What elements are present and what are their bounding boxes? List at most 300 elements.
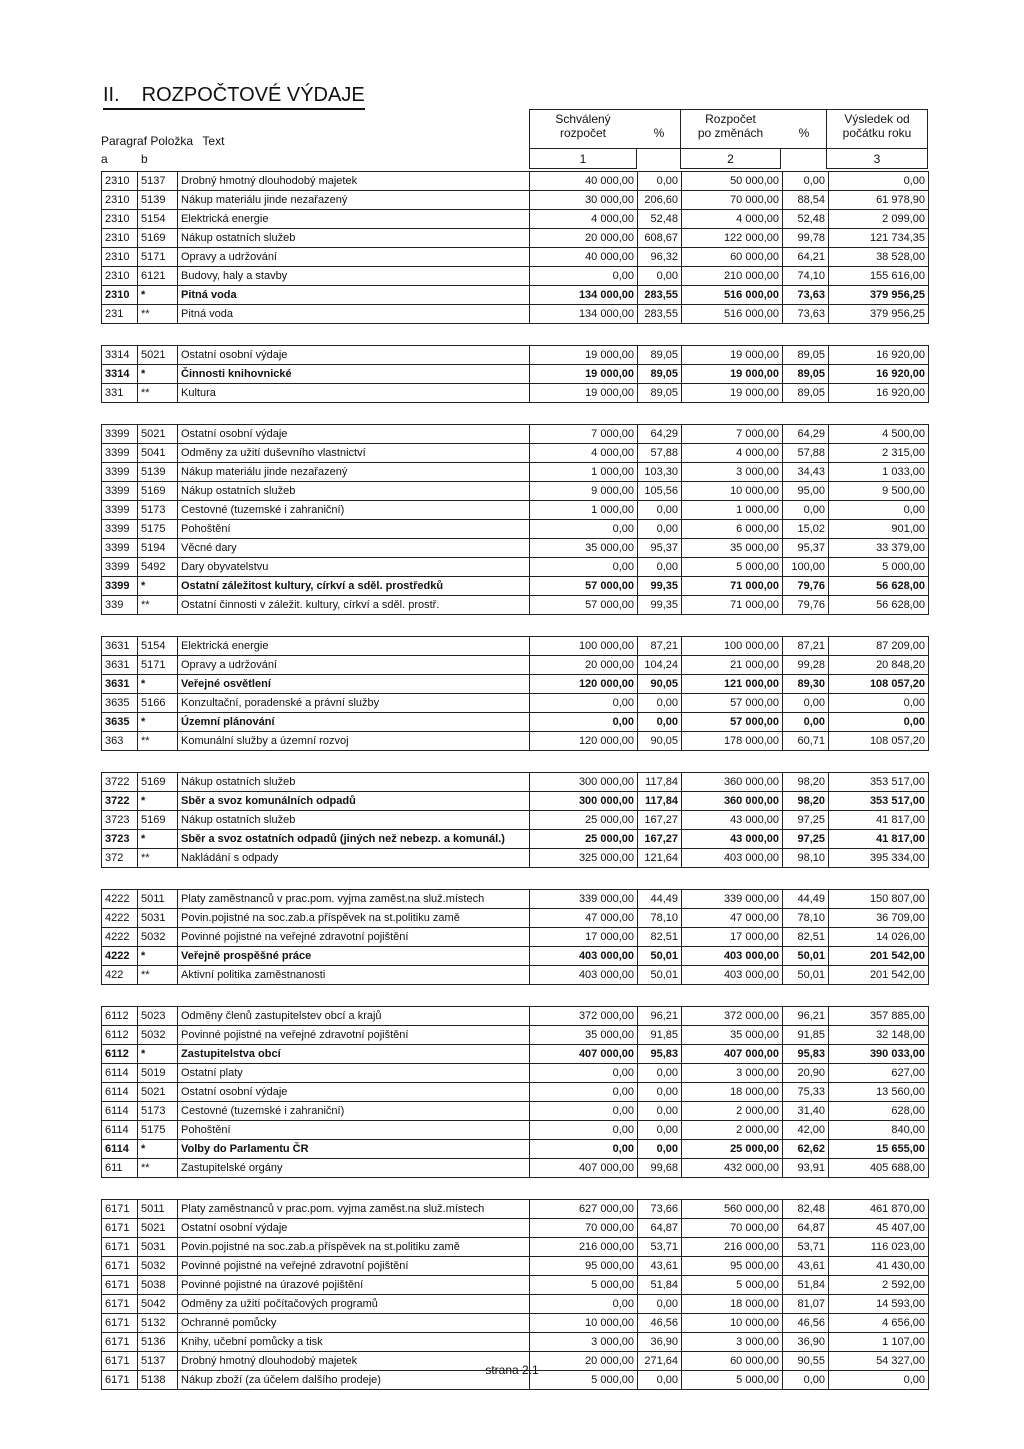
percent-2-cell: 91,85 [783, 1026, 829, 1045]
percent-1-cell: 95,83 [638, 1045, 682, 1064]
budget-after-changes-cell: 10 000,00 [682, 482, 783, 501]
header-col-3: 3 [873, 152, 881, 166]
table-row [102, 928, 929, 947]
polozka-cell: * [138, 286, 178, 305]
text-cell: Budovy, haly a stavby [178, 267, 530, 286]
polozka-cell: 5021 [138, 1083, 178, 1102]
budget-after-changes-cell: 47 000,00 [682, 909, 783, 928]
polozka-cell: 5137 [138, 1352, 178, 1371]
percent-2-cell: 34,43 [783, 463, 829, 482]
table-row [102, 713, 929, 732]
polozka-cell: 5139 [138, 191, 178, 210]
paragraf-cell: 2310 [102, 229, 138, 248]
result-cell: 1 033,00 [829, 463, 929, 482]
header-paragraf: Paragraf [101, 134, 148, 148]
result-cell: 5 000,00 [829, 558, 929, 577]
percent-2-cell: 78,10 [783, 909, 829, 928]
approved-budget-cell: 5 000,00 [530, 1371, 638, 1390]
percent-1-cell: 271,64 [638, 1352, 682, 1371]
percent-2-cell: 20,90 [783, 1064, 829, 1083]
percent-1-cell: 52,48 [638, 210, 682, 229]
polozka-cell: 5021 [138, 425, 178, 444]
paragraf-cell: 3399 [102, 482, 138, 501]
percent-1-cell: 283,55 [638, 286, 682, 305]
polozka-cell: * [138, 675, 178, 694]
result-cell: 36 709,00 [829, 909, 929, 928]
table-row [102, 1219, 929, 1238]
approved-budget-cell: 134 000,00 [530, 286, 638, 305]
text-cell: Nákup ostatních služeb [178, 811, 530, 830]
text-cell: Cestovné (tuzemské i zahraniční) [178, 501, 530, 520]
table-row [102, 1238, 929, 1257]
percent-2-cell: 82,48 [783, 1200, 829, 1219]
percent-2-cell: 81,07 [783, 1295, 829, 1314]
percent-2-cell: 82,51 [783, 928, 829, 947]
budget-after-changes-cell: 360 000,00 [682, 773, 783, 792]
percent-2-cell: 0,00 [783, 1371, 829, 1390]
paragraf-cell: 2310 [102, 172, 138, 191]
percent-1-cell: 78,10 [638, 909, 682, 928]
result-cell: 2 315,00 [829, 444, 929, 463]
header-col-2: 2 [727, 152, 734, 166]
text-cell: Ostatní činnosti v záležit. kultury, církví a sděl. prostř. [178, 596, 530, 615]
budget-after-changes-cell: 19 000,00 [682, 346, 783, 365]
text-cell: Ostatní osobní výdaje [178, 425, 530, 444]
table-row [102, 248, 929, 267]
percent-2-cell: 0,00 [783, 713, 829, 732]
text-cell: Elektrická energie [178, 210, 530, 229]
text-cell: Věcné dary [178, 539, 530, 558]
percent-2-cell: 31,40 [783, 1102, 829, 1121]
section-number: II. [103, 84, 120, 106]
text-cell: Činnosti knihovnické [178, 365, 530, 384]
table-row [102, 637, 929, 656]
budget-after-changes-cell: 100 000,00 [682, 637, 783, 656]
approved-budget-cell: 10 000,00 [530, 1314, 638, 1333]
percent-1-cell: 167,27 [638, 811, 682, 830]
table-row [102, 501, 929, 520]
text-cell: Opravy a udržování [178, 656, 530, 675]
approved-budget-cell: 0,00 [530, 558, 638, 577]
percent-2-cell: 36,90 [783, 1333, 829, 1352]
percent-2-cell: 52,48 [783, 210, 829, 229]
percent-1-cell: 0,00 [638, 1064, 682, 1083]
polozka-cell: 5019 [138, 1064, 178, 1083]
polozka-cell: ** [138, 1159, 178, 1178]
percent-1-cell: 0,00 [638, 558, 682, 577]
budget-after-changes-cell: 71 000,00 [682, 577, 783, 596]
text-cell: Ostatní platy [178, 1064, 530, 1083]
budget-after-changes-cell: 19 000,00 [682, 384, 783, 403]
text-cell: Drobný hmotný dlouhodobý majetek [178, 1352, 530, 1371]
percent-1-cell: 0,00 [638, 1371, 682, 1390]
text-cell: Veřejné osvětlení [178, 675, 530, 694]
text-cell: Pitná voda [178, 305, 530, 324]
result-cell: 16 920,00 [829, 365, 929, 384]
table-row [102, 947, 929, 966]
text-cell: Drobný hmotný dlouhodobý majetek [178, 172, 530, 191]
percent-1-cell: 64,87 [638, 1219, 682, 1238]
percent-2-cell: 97,25 [783, 811, 829, 830]
budget-after-changes-cell: 4 000,00 [682, 444, 783, 463]
table-row [102, 596, 929, 615]
text-cell: Sběr a svoz ostatních odpadů (jiných než nebezp. a komunál.) [178, 830, 530, 849]
header-labels [101, 134, 224, 148]
paragraf-cell: 611 [102, 1159, 138, 1178]
table-row [102, 577, 929, 596]
polozka-cell: * [138, 1045, 178, 1064]
paragraf-cell: 6171 [102, 1219, 138, 1238]
approved-budget-cell: 0,00 [530, 1121, 638, 1140]
result-cell: 0,00 [829, 1371, 929, 1390]
paragraf-cell: 3314 [102, 346, 138, 365]
approved-budget-cell: 325 000,00 [530, 849, 638, 868]
table-row [102, 675, 929, 694]
result-cell: 116 023,00 [829, 1238, 929, 1257]
table-row [102, 1314, 929, 1333]
approved-budget-cell: 40 000,00 [530, 172, 638, 191]
polozka-cell: 5011 [138, 1200, 178, 1219]
paragraf-cell: 363 [102, 732, 138, 751]
approved-budget-cell: 0,00 [530, 1295, 638, 1314]
percent-2-cell: 46,56 [783, 1314, 829, 1333]
polozka-cell: 5132 [138, 1314, 178, 1333]
budget-block [101, 1199, 929, 1390]
percent-2-cell: 44,49 [783, 890, 829, 909]
budget-after-changes-cell: 7 000,00 [682, 425, 783, 444]
text-cell: Povinné pojistné na úrazové pojištění [178, 1276, 530, 1295]
result-cell: 20 848,20 [829, 656, 929, 675]
text-cell: Nákup ostatních služeb [178, 229, 530, 248]
percent-1-cell: 103,30 [638, 463, 682, 482]
percent-1-cell: 608,67 [638, 229, 682, 248]
approved-budget-cell: 216 000,00 [530, 1238, 638, 1257]
result-cell: 61 978,90 [829, 191, 929, 210]
paragraf-cell: 6171 [102, 1371, 138, 1390]
percent-2-cell: 98,20 [783, 792, 829, 811]
budget-after-changes-cell: 5 000,00 [682, 558, 783, 577]
text-cell: Nákup zboží (za účelem dalšího prodeje) [178, 1371, 530, 1390]
table-row [102, 463, 929, 482]
approved-budget-cell: 0,00 [530, 1064, 638, 1083]
table-row [102, 1007, 929, 1026]
percent-2-cell: 60,71 [783, 732, 829, 751]
table-row [102, 210, 929, 229]
percent-2-cell: 89,05 [783, 365, 829, 384]
percent-1-cell: 91,85 [638, 1026, 682, 1045]
result-cell: 201 542,00 [829, 966, 929, 985]
budget-block [101, 1006, 929, 1178]
result-cell: 379 956,25 [829, 305, 929, 324]
header-polozka: Položka [150, 134, 194, 148]
budget-after-changes-cell: 50 000,00 [682, 172, 783, 191]
result-cell: 2 099,00 [829, 210, 929, 229]
polozka-cell: 5031 [138, 1238, 178, 1257]
page-footer: strana 2.1 [485, 1363, 539, 1377]
paragraf-cell: 6112 [102, 1007, 138, 1026]
result-cell: 121 734,35 [829, 229, 929, 248]
percent-2-cell: 89,05 [783, 346, 829, 365]
paragraf-cell: 3635 [102, 713, 138, 732]
paragraf-cell: 3723 [102, 811, 138, 830]
approved-budget-cell: 300 000,00 [530, 792, 638, 811]
budget-after-changes-cell: 21 000,00 [682, 656, 783, 675]
budget-after-changes-cell: 5 000,00 [682, 1371, 783, 1390]
text-cell: Povinné pojistné na veřejné zdravotní pojištění [178, 1026, 530, 1045]
text-cell: Aktivní politika zaměstnanosti [178, 966, 530, 985]
percent-1-cell: 0,00 [638, 1083, 682, 1102]
result-cell: 4 500,00 [829, 425, 929, 444]
result-cell: 353 517,00 [829, 773, 929, 792]
table-row [102, 539, 929, 558]
result-cell: 87 209,00 [829, 637, 929, 656]
budget-block [101, 424, 929, 615]
polozka-cell: 5032 [138, 928, 178, 947]
budget-after-changes-cell: 95 000,00 [682, 1257, 783, 1276]
percent-1-cell: 87,21 [638, 637, 682, 656]
approved-budget-cell: 0,00 [530, 1140, 638, 1159]
budget-after-changes-cell: 2 000,00 [682, 1102, 783, 1121]
percent-2-cell: 57,88 [783, 444, 829, 463]
polozka-cell: 5042 [138, 1295, 178, 1314]
percent-2-cell: 15,02 [783, 520, 829, 539]
approved-budget-cell: 339 000,00 [530, 890, 638, 909]
paragraf-cell: 331 [102, 384, 138, 403]
percent-2-cell: 90,55 [783, 1352, 829, 1371]
approved-budget-cell: 70 000,00 [530, 1219, 638, 1238]
budget-after-changes-cell: 4 000,00 [682, 210, 783, 229]
result-cell: 901,00 [829, 520, 929, 539]
result-cell: 108 057,20 [829, 732, 929, 751]
table-row [102, 1140, 929, 1159]
percent-2-cell: 87,21 [783, 637, 829, 656]
polozka-cell: 5023 [138, 1007, 178, 1026]
paragraf-cell: 4222 [102, 928, 138, 947]
paragraf-cell: 3722 [102, 773, 138, 792]
block-gap [101, 615, 928, 636]
budget-after-changes-cell: 10 000,00 [682, 1314, 783, 1333]
paragraf-cell: 3314 [102, 365, 138, 384]
paragraf-cell: 2310 [102, 267, 138, 286]
percent-2-cell: 64,21 [783, 248, 829, 267]
result-cell: 2 592,00 [829, 1276, 929, 1295]
paragraf-cell: 3399 [102, 577, 138, 596]
percent-1-cell: 50,01 [638, 947, 682, 966]
percent-1-cell: 105,56 [638, 482, 682, 501]
result-cell: 395 334,00 [829, 849, 929, 868]
budget-after-changes-cell: 60 000,00 [682, 248, 783, 267]
budget-after-changes-cell: 18 000,00 [682, 1083, 783, 1102]
polozka-cell: 5038 [138, 1276, 178, 1295]
approved-budget-cell: 100 000,00 [530, 637, 638, 656]
paragraf-cell: 3399 [102, 520, 138, 539]
budget-after-changes-cell: 216 000,00 [682, 1238, 783, 1257]
percent-1-cell: 89,05 [638, 384, 682, 403]
approved-budget-cell: 1 000,00 [530, 501, 638, 520]
percent-2-cell: 96,21 [783, 1007, 829, 1026]
table-row [102, 365, 929, 384]
polozka-cell: 5171 [138, 656, 178, 675]
percent-2-cell: 50,01 [783, 947, 829, 966]
approved-budget-cell: 0,00 [530, 694, 638, 713]
polozka-cell: ** [138, 966, 178, 985]
header-col-a: a [101, 152, 108, 166]
paragraf-cell: 6171 [102, 1200, 138, 1219]
result-cell: 150 807,00 [829, 890, 929, 909]
percent-2-cell: 74,10 [783, 267, 829, 286]
result-cell: 353 517,00 [829, 792, 929, 811]
table-row [102, 558, 929, 577]
budget-after-changes-cell: 3 000,00 [682, 463, 783, 482]
text-cell: Veřejně prospěšné práce [178, 947, 530, 966]
polozka-cell: * [138, 365, 178, 384]
percent-2-cell: 51,84 [783, 1276, 829, 1295]
polozka-cell: 5021 [138, 1219, 178, 1238]
header-col-1: 1 [579, 152, 587, 166]
text-cell: Platy zaměstnanců v prac.pom. vyjma zaměst.na služ.místech [178, 1200, 530, 1219]
approved-budget-cell: 3 000,00 [530, 1333, 638, 1352]
text-cell: Elektrická energie [178, 637, 530, 656]
header-budget-after-changes: Rozpočet po změnách [697, 112, 764, 140]
text-cell: Povinné pojistné na veřejné zdravotní pojištění [178, 1257, 530, 1276]
result-cell: 41 817,00 [829, 811, 929, 830]
paragraf-cell: 6114 [102, 1121, 138, 1140]
result-cell: 357 885,00 [829, 1007, 929, 1026]
polozka-cell: 5154 [138, 210, 178, 229]
text-cell: Nákup ostatních služeb [178, 482, 530, 501]
table-row [102, 890, 929, 909]
approved-budget-cell: 19 000,00 [530, 365, 638, 384]
percent-1-cell: 99,68 [638, 1159, 682, 1178]
percent-2-cell: 93,91 [783, 1159, 829, 1178]
table-row [102, 773, 929, 792]
percent-1-cell: 82,51 [638, 928, 682, 947]
text-cell: Platy zaměstnanců v prac.pom. vyjma zaměst.na služ.místech [178, 890, 530, 909]
percent-1-cell: 90,05 [638, 675, 682, 694]
percent-2-cell: 88,54 [783, 191, 829, 210]
result-cell: 840,00 [829, 1121, 929, 1140]
result-cell: 0,00 [829, 172, 929, 191]
polozka-cell: ** [138, 384, 178, 403]
text-cell: Konzultační, poradenské a právní služby [178, 694, 530, 713]
percent-1-cell: 0,00 [638, 1140, 682, 1159]
polozka-cell: 5169 [138, 229, 178, 248]
paragraf-cell: 4222 [102, 909, 138, 928]
result-cell: 108 057,20 [829, 675, 929, 694]
percent-2-cell: 0,00 [783, 501, 829, 520]
text-cell: Ostatní osobní výdaje [178, 346, 530, 365]
table-row [102, 520, 929, 539]
result-cell: 56 628,00 [829, 596, 929, 615]
table-row [102, 1159, 929, 1178]
block-gap [101, 403, 928, 424]
percent-1-cell: 99,35 [638, 596, 682, 615]
table-row [102, 1200, 929, 1219]
table-row [102, 792, 929, 811]
text-cell: Sběr a svoz komunálních odpadů [178, 792, 530, 811]
paragraf-cell: 2310 [102, 191, 138, 210]
result-cell: 628,00 [829, 1102, 929, 1121]
approved-budget-cell: 134 000,00 [530, 305, 638, 324]
approved-budget-cell: 57 000,00 [530, 596, 638, 615]
budget-after-changes-cell: 3 000,00 [682, 1064, 783, 1083]
percent-1-cell: 51,84 [638, 1276, 682, 1295]
paragraf-cell: 6171 [102, 1314, 138, 1333]
approved-budget-cell: 120 000,00 [530, 675, 638, 694]
table-row [102, 267, 929, 286]
text-cell: Pitná voda [178, 286, 530, 305]
text-cell: Knihy, učební pomůcky a tisk [178, 1333, 530, 1352]
block-gap [101, 985, 928, 1006]
approved-budget-cell: 40 000,00 [530, 248, 638, 267]
paragraf-cell: 3635 [102, 694, 138, 713]
polozka-cell: 5032 [138, 1026, 178, 1045]
approved-budget-cell: 120 000,00 [530, 732, 638, 751]
percent-2-cell: 99,78 [783, 229, 829, 248]
approved-budget-cell: 35 000,00 [530, 1026, 638, 1045]
result-cell: 201 542,00 [829, 947, 929, 966]
paragraf-cell: 6171 [102, 1295, 138, 1314]
approved-budget-cell: 372 000,00 [530, 1007, 638, 1026]
budget-after-changes-cell: 560 000,00 [682, 1200, 783, 1219]
table-row [102, 849, 929, 868]
paragraf-cell: 6171 [102, 1276, 138, 1295]
approved-budget-cell: 403 000,00 [530, 966, 638, 985]
budget-after-changes-cell: 372 000,00 [682, 1007, 783, 1026]
polozka-cell: 5169 [138, 482, 178, 501]
polozka-cell: 5169 [138, 773, 178, 792]
percent-2-cell: 95,37 [783, 539, 829, 558]
result-cell: 0,00 [829, 501, 929, 520]
budget-after-changes-cell: 516 000,00 [682, 305, 783, 324]
polozka-cell: 5173 [138, 501, 178, 520]
table-row [102, 305, 929, 324]
percent-1-cell: 206,60 [638, 191, 682, 210]
table-row [102, 1295, 929, 1314]
percent-2-cell: 79,76 [783, 596, 829, 615]
table-row [102, 830, 929, 849]
approved-budget-cell: 0,00 [530, 267, 638, 286]
table-row [102, 1121, 929, 1140]
paragraf-cell: 6171 [102, 1238, 138, 1257]
budget-after-changes-cell: 71 000,00 [682, 596, 783, 615]
result-cell: 16 920,00 [829, 346, 929, 365]
text-cell: Ostatní osobní výdaje [178, 1219, 530, 1238]
result-cell: 14 593,00 [829, 1295, 929, 1314]
result-cell: 41 430,00 [829, 1257, 929, 1276]
approved-budget-cell: 25 000,00 [530, 830, 638, 849]
percent-2-cell: 62,62 [783, 1140, 829, 1159]
budget-after-changes-cell: 403 000,00 [682, 849, 783, 868]
budget-after-changes-cell: 403 000,00 [682, 966, 783, 985]
text-cell: Kultura [178, 384, 530, 403]
paragraf-cell: 2310 [102, 248, 138, 267]
percent-1-cell: 0,00 [638, 1121, 682, 1140]
polozka-cell: * [138, 577, 178, 596]
paragraf-cell: 3399 [102, 463, 138, 482]
paragraf-cell: 3399 [102, 425, 138, 444]
percent-2-cell: 98,10 [783, 849, 829, 868]
approved-budget-cell: 19 000,00 [530, 384, 638, 403]
approved-budget-cell: 407 000,00 [530, 1159, 638, 1178]
header-percent-2: % [798, 126, 810, 140]
text-cell: Ochranné pomůcky [178, 1314, 530, 1333]
polozka-cell: 5173 [138, 1102, 178, 1121]
budget-after-changes-cell: 121 000,00 [682, 675, 783, 694]
table-row [102, 384, 929, 403]
approved-budget-cell: 300 000,00 [530, 773, 638, 792]
result-cell: 0,00 [829, 713, 929, 732]
